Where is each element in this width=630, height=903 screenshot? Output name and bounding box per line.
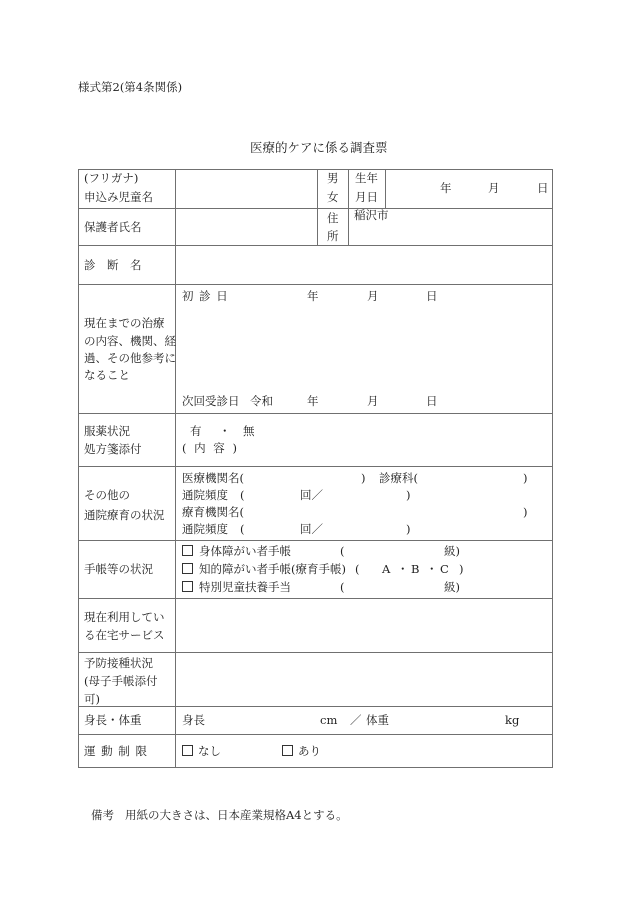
note-label: 備考 [91,808,114,822]
frequency1-open: ( [240,488,245,502]
checkbox-icon [182,580,193,594]
vaccination-label-line: (母子手帳添付 [84,674,158,688]
next-visit-month-unit: 月 [367,394,379,408]
birth-month-unit: 月 [488,181,500,195]
exercise-option-yes: あり [298,744,321,758]
handbook-physical-close: 級) [444,544,460,558]
row-divider [78,466,553,467]
home-services-label-line: る在宅サービス [84,628,165,642]
address-label-top: 住 [327,211,339,225]
frequency2-times: 回／ [300,522,323,536]
first-visit-label: 初 診 日 [182,289,229,303]
frequency2-label: 通院頻度 [182,522,228,536]
birthdate-label-bottom: 月日 [355,190,378,204]
birthdate-label-top: 生年 [355,171,378,185]
medication-no: 無 [243,424,255,438]
grade-separator: ・ [397,562,409,576]
birth-day-unit: 日 [537,181,549,195]
handbook-intellectual-open: ( [355,562,360,576]
note-text: 用紙の大きさは、日本産業規格A4とする。 [125,808,348,822]
child-name-field [176,170,317,208]
other-visits-label-line: 通院療育の状況 [84,508,165,522]
grade-option-c: C [440,562,449,576]
medication-label-line: 服薬状況 [84,424,130,438]
next-visit-year-unit: 年 [307,394,319,408]
weight-unit: kg [505,713,520,727]
row-divider [78,706,553,707]
special-allowance-open: ( [340,580,345,594]
column-divider [348,169,349,245]
treatment-label-line: の内容、機関、経 [84,334,176,348]
row-divider [78,284,553,285]
birth-year-unit: 年 [440,181,452,195]
special-allowance-label: 特別児童扶養手当 [199,580,291,594]
medication-separator: ・ [219,424,231,438]
handbook-physical-open: ( [340,544,345,558]
medical-institution-label: 医療機関名( [182,471,244,485]
sex-male: 男 [327,171,339,185]
diagnosis-label: 診 断 名 [84,258,142,272]
address-label-bottom: 所 [327,229,339,243]
frequency1-close: ) [406,488,411,502]
grade-option-a: A [382,562,391,576]
treatment-label-line: なること [84,368,130,382]
height-weight-separator: ／ [350,713,362,727]
guardian-name-label: 保護者氏名 [84,220,142,234]
table-border-bottom [78,767,553,768]
frequency1-times: 回／ [300,488,323,502]
height-weight-label: 身長・体重 [84,713,142,727]
page-title: 医療的ケアに係る調査票 [250,140,388,155]
checkbox-icon [182,744,193,758]
row-divider [78,413,553,414]
table-border-left [78,169,79,768]
treatment-label-line: 現在までの治療 [84,316,165,330]
frequency2-close: ) [406,522,411,536]
row-divider [78,540,553,541]
next-visit-day-unit: 日 [426,394,438,408]
vaccination-label-line: 可) [84,692,100,706]
height-label: 身長 [182,713,205,727]
next-visit-label: 次回受診日 [182,394,240,408]
guardian-name-field [176,209,317,245]
other-visits-label-line: その他の [84,488,130,502]
exercise-restriction-label: 運 動 制 限 [84,744,148,758]
checkbox-icon [282,744,293,758]
department-label: 診療科( [379,471,418,485]
first-visit-year-unit: 年 [307,289,319,303]
row-divider [78,734,553,735]
home-services-label-line: 現在利用してい [84,610,165,624]
therapy-institution-label: 療育機関名( [182,505,244,519]
column-divider [385,169,386,208]
handbooks-label: 手帳等の状況 [84,562,153,576]
next-visit-era: 令和 [250,394,273,408]
grade-separator: ・ [426,562,438,576]
diagnosis-field [176,246,552,284]
furigana-label: (フリガナ) [84,171,139,185]
handbook-intellectual-close: ) [459,562,464,576]
grade-option-b: B [411,562,420,576]
height-unit: cm [320,713,338,727]
column-divider [317,169,318,245]
first-visit-day-unit: 日 [426,289,438,303]
special-allowance-close: 級) [444,580,460,594]
checkbox-icon [182,544,193,558]
vaccination-field [176,653,552,706]
handbook-intellectual-label: 知的障がい者手帳(療育手帳) [199,562,346,576]
treatment-label-line: 過、その他参考に [84,351,176,365]
medication-label-line: 処方箋添付 [84,442,142,456]
first-visit-month-unit: 月 [367,289,379,303]
therapy-institution-close: ) [523,505,528,519]
form-number: 様式第2(第4条関係) [78,80,183,94]
department-close: ) [523,471,528,485]
child-name-label: 申込み児童名 [84,190,153,204]
table-border-right [552,169,553,768]
exercise-option-none: なし [198,744,221,758]
vaccination-label-line: 予防接種状況 [84,656,153,670]
medical-institution-close: ) [361,471,366,485]
handbook-physical-label: 身体障がい者手帳 [199,544,291,558]
home-services-field [176,599,552,652]
checkbox-icon [182,562,193,576]
weight-label: 体重 [366,713,389,727]
medication-content-label: ( 内 容 ) [182,441,239,455]
sex-female: 女 [327,190,339,204]
medication-yes: 有 [190,424,202,438]
frequency1-label: 通院頻度 [182,488,228,502]
address-city-prefix: 稲沢市 [354,208,389,222]
frequency2-open: ( [240,522,245,536]
